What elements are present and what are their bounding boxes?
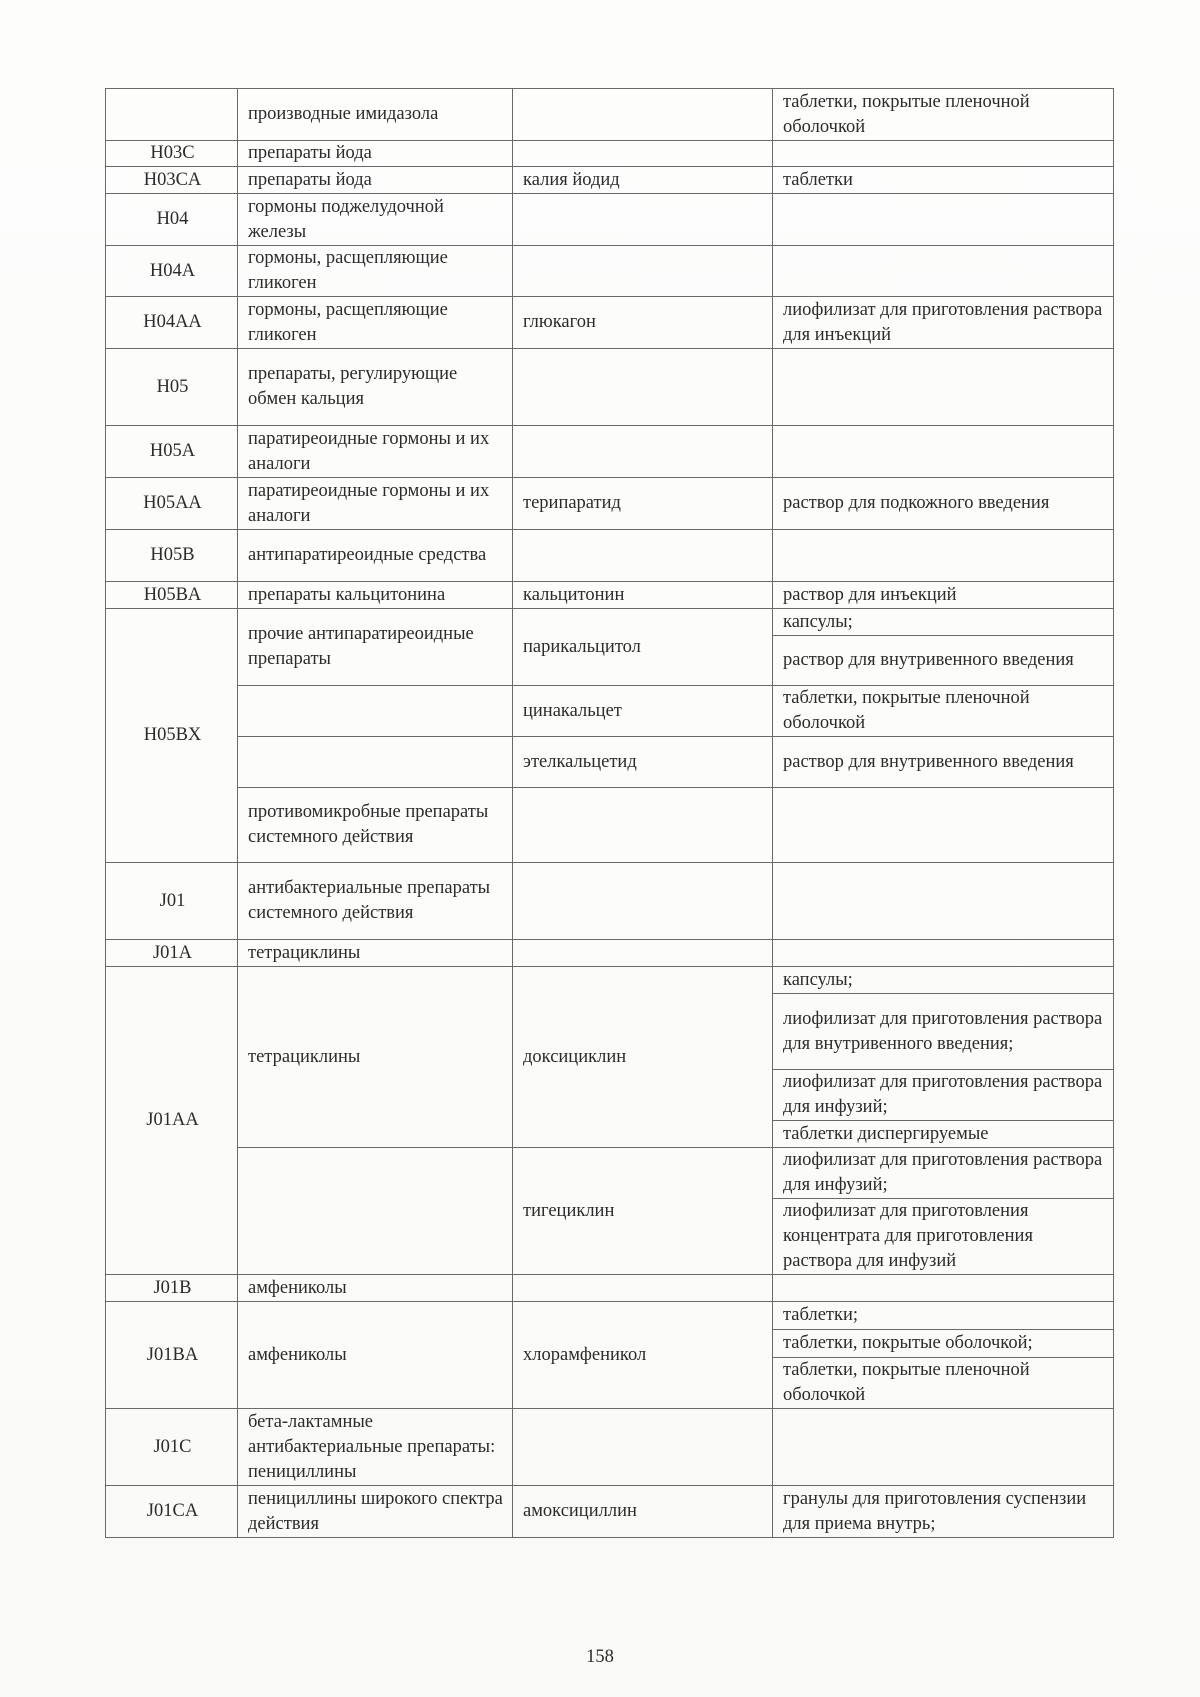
group-name-cell: амфениколы [238, 1302, 513, 1409]
atc-code-cell: J01B [106, 1275, 238, 1302]
dosage-form-cell [773, 246, 1114, 297]
dosage-form-cell [773, 426, 1114, 478]
table-row [106, 1148, 1114, 1199]
dosage-form-cell: таблетки, покрытые пленочной оболочкой [773, 686, 1114, 737]
dosage-form-cell [773, 863, 1114, 940]
table-row [106, 1409, 1114, 1486]
table-row [106, 141, 1114, 167]
drug-name-cell: амоксициллин [513, 1486, 773, 1538]
atc-code-cell: H03CA [106, 167, 238, 194]
dosage-form-cell [773, 141, 1114, 167]
drug-name-cell [513, 1409, 773, 1486]
group-name-cell: паратиреоидные гормоны и их аналоги [238, 478, 513, 530]
dosage-form-cell [773, 530, 1114, 582]
atc-code-cell: J01A [106, 940, 238, 967]
page-number: 158 [586, 1647, 614, 1667]
dosage-form-cell: раствор для внутривенного введения [773, 636, 1114, 686]
group-name-cell: тетрациклины [238, 967, 513, 1148]
table-row [106, 297, 1114, 349]
dosage-form-cell: таблетки; [773, 1302, 1114, 1330]
dosage-form-cell: лиофилизат для приготовления раствора для инфузий; [773, 1070, 1114, 1121]
dosage-form-cell: таблетки диспергируемые [773, 1121, 1114, 1148]
atc-code-cell: J01C [106, 1409, 238, 1486]
atc-code-cell: J01CA [106, 1486, 238, 1538]
drug-name-cell [513, 530, 773, 582]
atc-code-cell: H05BX [106, 609, 238, 863]
dosage-form-cell: таблетки, покрытые оболочкой; [773, 1330, 1114, 1358]
group-name-cell: антибактериальные препараты системного действия [238, 863, 513, 940]
group-name-cell: препараты кальцитонина [238, 582, 513, 609]
atc-code-cell: J01BA [106, 1302, 238, 1409]
group-name-cell [238, 737, 513, 788]
table-row [106, 167, 1114, 194]
dosage-form-cell [773, 194, 1114, 246]
drug-name-cell: парикальцитол [513, 609, 773, 686]
dosage-form-cell: раствор для инъекций [773, 582, 1114, 609]
dosage-form-cell [773, 349, 1114, 426]
drug-name-cell [513, 788, 773, 863]
atc-code-cell: H04AA [106, 297, 238, 349]
group-name-cell: противомикробные препараты системного действия [238, 788, 513, 863]
dosage-form-cell: таблетки, покрытые пленочной оболочкой [773, 1358, 1114, 1409]
group-name-cell: гормоны поджелудочной железы [238, 194, 513, 246]
group-name-cell: гормоны, расщепляющие гликоген [238, 297, 513, 349]
drug-name-cell: цинакальцет [513, 686, 773, 737]
dosage-form-cell: таблетки, покрытые пленочной оболочкой [773, 89, 1114, 141]
atc-code-cell: H03C [106, 141, 238, 167]
dosage-form-cell: таблетки [773, 167, 1114, 194]
atc-code-cell: H05 [106, 349, 238, 426]
drug-name-cell: кальцитонин [513, 582, 773, 609]
drug-name-cell [513, 426, 773, 478]
table-row [106, 478, 1114, 530]
drug-name-cell [513, 141, 773, 167]
dosage-form-cell: лиофилизат для приготовления концентрата для приготовления раствора для инфузий [773, 1199, 1114, 1275]
table-row [106, 194, 1114, 246]
group-name-cell: прочие антипаратиреоидные препараты [238, 609, 513, 686]
table-row [106, 686, 1114, 737]
table-row [106, 582, 1114, 609]
dosage-form-cell [773, 1275, 1114, 1302]
table-row [106, 1302, 1114, 1330]
drug-name-cell: терипаратид [513, 478, 773, 530]
atc-code-cell: H05BA [106, 582, 238, 609]
atc-code-cell: H05B [106, 530, 238, 582]
table-row [106, 967, 1114, 994]
dosage-form-cell [773, 940, 1114, 967]
dosage-form-cell: лиофилизат для приготовления раствора для инфузий; [773, 1148, 1114, 1199]
drug-name-cell [513, 940, 773, 967]
table-row [106, 737, 1114, 788]
atc-code-cell: H05A [106, 426, 238, 478]
dosage-form-cell: лиофилизат для приготовления раствора для внутривенного введения; [773, 994, 1114, 1070]
dosage-form-cell: капсулы; [773, 609, 1114, 636]
group-name-cell: паратиреоидные гормоны и их аналоги [238, 426, 513, 478]
drug-name-cell: доксициклин [513, 967, 773, 1148]
dosage-form-cell: лиофилизат для приготовления раствора для инъекций [773, 297, 1114, 349]
atc-code-cell: J01AA [106, 967, 238, 1275]
table-row [106, 426, 1114, 478]
drug-name-cell [513, 89, 773, 141]
table-row [106, 863, 1114, 940]
drug-name-cell [513, 246, 773, 297]
drug-name-cell: тигециклин [513, 1148, 773, 1275]
drug-name-cell [513, 863, 773, 940]
table-row [106, 1275, 1114, 1302]
dosage-form-cell [773, 1409, 1114, 1486]
group-name-cell: антипаратиреоидные средства [238, 530, 513, 582]
dosage-form-cell: капсулы; [773, 967, 1114, 994]
table-row [106, 609, 1114, 636]
group-name-cell [238, 686, 513, 737]
drug-name-cell: калия йодид [513, 167, 773, 194]
table-row [106, 246, 1114, 297]
group-name-cell: гормоны, расщепляющие гликоген [238, 246, 513, 297]
drug-name-cell: глюкагон [513, 297, 773, 349]
drug-name-cell: хлорамфеникол [513, 1302, 773, 1409]
group-name-cell: препараты, регулирующие обмен кальция [238, 349, 513, 426]
group-name-cell [238, 1148, 513, 1275]
table-row [106, 940, 1114, 967]
atc-code-cell: J01 [106, 863, 238, 940]
table-row [106, 1486, 1114, 1538]
dosage-form-cell: раствор для внутривенного введения [773, 737, 1114, 788]
atc-code-cell [106, 89, 238, 141]
table-row [106, 530, 1114, 582]
group-name-cell: производные имидазола [238, 89, 513, 141]
dosage-form-cell: гранулы для приготовления суспензии для приема внутрь; [773, 1486, 1114, 1538]
drug-name-cell [513, 194, 773, 246]
group-name-cell: амфениколы [238, 1275, 513, 1302]
group-name-cell: тетрациклины [238, 940, 513, 967]
table-row [106, 349, 1114, 426]
dosage-form-cell [773, 788, 1114, 863]
atc-code-cell: H05AA [106, 478, 238, 530]
table-row [106, 788, 1114, 863]
atc-code-cell: H04A [106, 246, 238, 297]
group-name-cell: бета-лактамные антибактериальные препараты: пенициллины [238, 1409, 513, 1486]
drug-name-cell [513, 349, 773, 426]
table-row [106, 89, 1114, 141]
drug-name-cell: этелкальцетид [513, 737, 773, 788]
group-name-cell: препараты йода [238, 141, 513, 167]
group-name-cell: пенициллины широкого спектра действия [238, 1486, 513, 1538]
atc-code-cell: H04 [106, 194, 238, 246]
drug-name-cell [513, 1275, 773, 1302]
dosage-form-cell: раствор для подкожного введения [773, 478, 1114, 530]
group-name-cell: препараты йода [238, 167, 513, 194]
atc-drug-table [105, 88, 1114, 1538]
